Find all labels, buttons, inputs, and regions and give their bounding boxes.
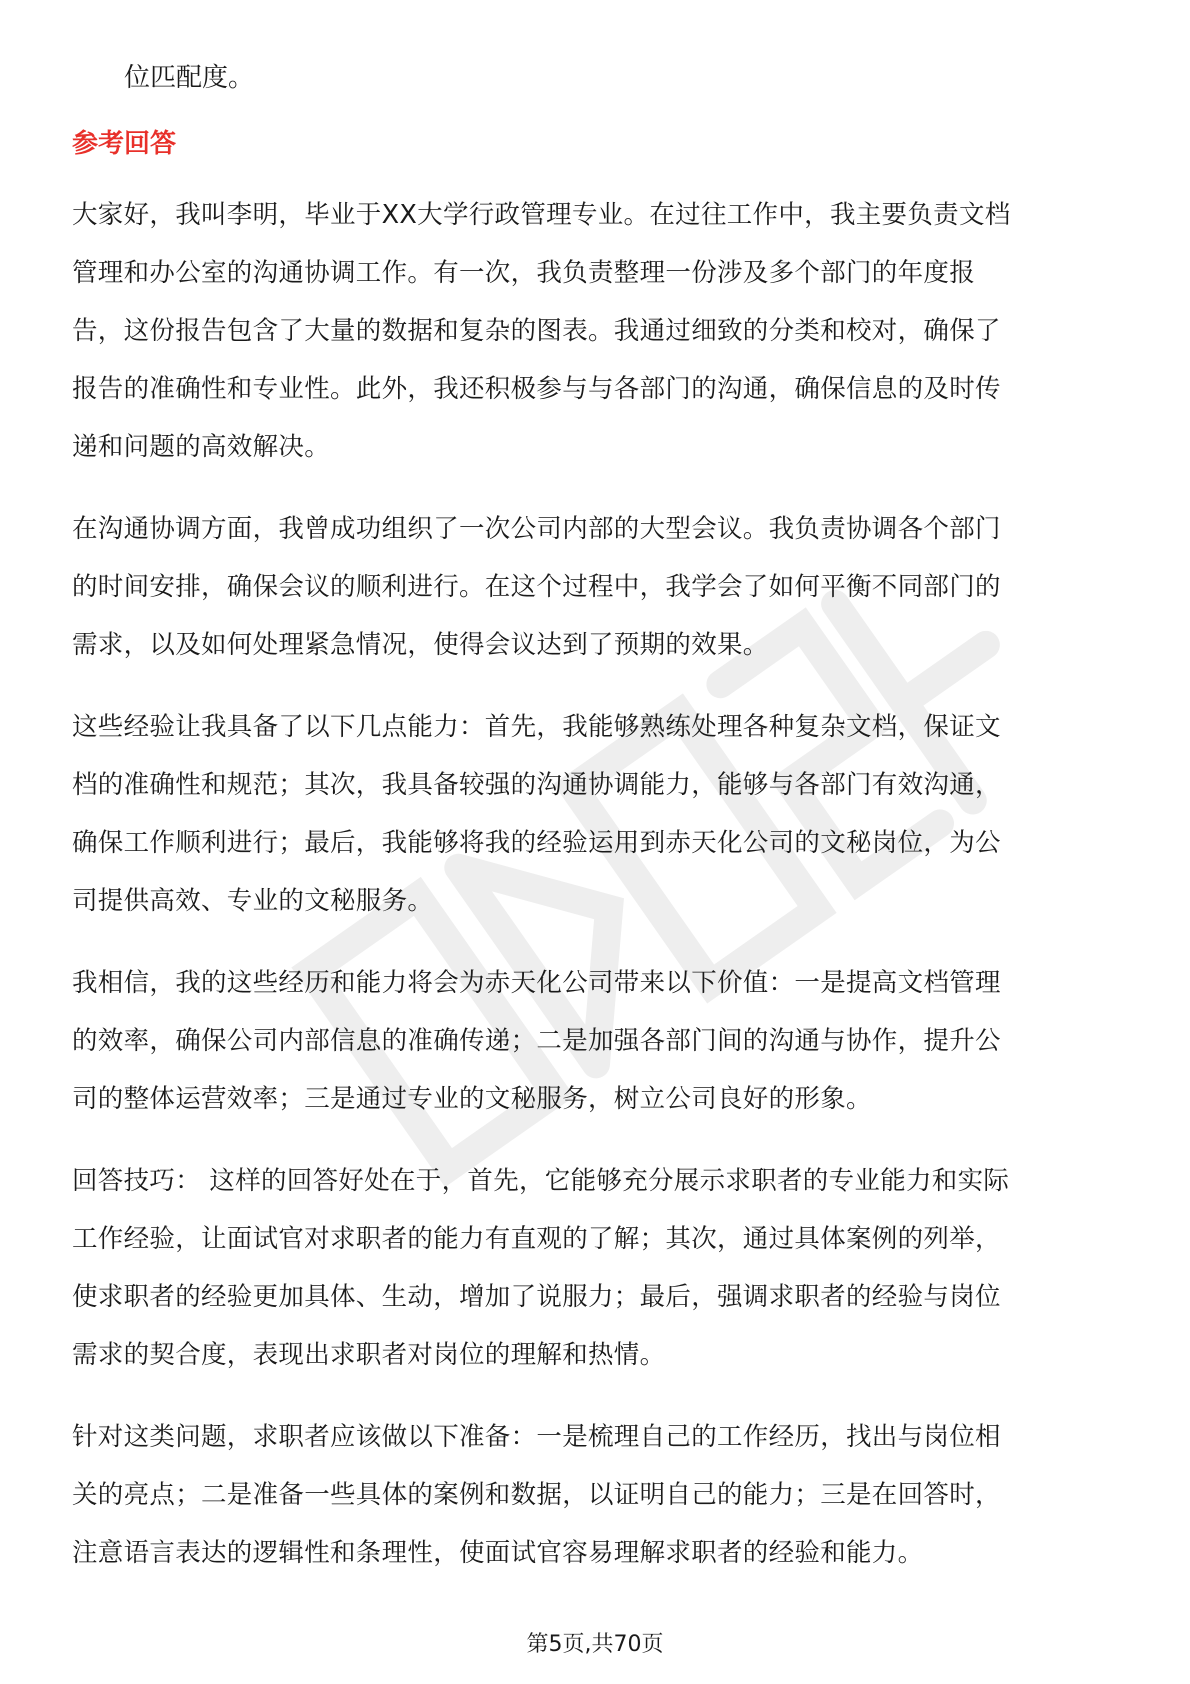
- continuation-text: 位匹配度。: [124, 63, 255, 93]
- paragraph-line: 在沟通协调方面，我曾成功组织了一次公司内部的大型会议。我负责协调各个部门: [72, 514, 1001, 544]
- paragraph-line: 管理和办公室的沟通协调工作。有一次，我负责整理一份涉及多个部门的年度报: [72, 258, 976, 288]
- paragraph-line: 递和问题的高效解决。: [72, 432, 331, 462]
- paragraph-line: 司的整体运营效率；三是通过专业的文秘服务，树立公司良好的形象。: [72, 1084, 872, 1114]
- paragraph-line: 针对这类问题，求职者应该做以下准备：一是梳理自己的工作经历，找出与岗位相: [72, 1422, 1001, 1452]
- paragraph-line: 司提供高效、专业的文秘服务。: [72, 886, 434, 916]
- paragraph-line: 的时间安排，确保会议的顺利进行。在这个过程中，我学会了如何平衡不同部门的: [72, 572, 1001, 602]
- paragraph-line: 我相信，我的这些经历和能力将会为赤天化公司带来以下价值：一是提高文档管理: [72, 968, 1001, 998]
- paragraph-line: 确保工作顺利进行；最后，我能够将我的经验运用到赤天化公司的文秘岗位，为公: [72, 828, 1001, 858]
- paragraph-line: 档的准确性和规范；其次，我具备较强的沟通协调能力，能够与各部门有效沟通，: [72, 770, 1001, 800]
- paragraph-line: 的效率，确保公司内部信息的准确传递；二是加强各部门间的沟通与协作，提升公: [72, 1026, 1001, 1056]
- page-number-footer: 第5页,共70页: [526, 1632, 664, 1657]
- paragraph-2: [72, 500, 1122, 674]
- paragraph-line: 需求的契合度，表现出求职者对岗位的理解和热情。: [72, 1340, 666, 1370]
- document-body: [72, 58, 1122, 1606]
- paragraph-line: 告，这份报告包含了大量的数据和复杂的图表。我通过细致的分类和校对，确保了: [72, 316, 1001, 346]
- paragraph-6-preparation: [72, 1408, 1122, 1582]
- paragraph-line: 需求，以及如何处理紧急情况，使得会议达到了预期的效果。: [72, 630, 769, 660]
- paragraph-4: [72, 954, 1122, 1128]
- paragraph-line: 工作经验，让面试官对求职者的能力有直观的了解；其次，通过具体案例的列举，: [72, 1224, 1001, 1254]
- paragraph-line: 使求职者的经验更加具体、生动，增加了说服力；最后，强调求职者的经验与岗位: [72, 1282, 1001, 1312]
- paragraph-3: [72, 698, 1122, 930]
- section-heading-reference-answer: 参考回答: [72, 129, 177, 159]
- paragraph-line: 关的亮点；二是准备一些具体的案例和数据，以证明自己的能力；三是在回答时，: [72, 1480, 1001, 1510]
- paragraph-line: 注意语言表达的逻辑性和条理性，使面试官容易理解求职者的经验和能力。: [72, 1538, 924, 1568]
- paragraph-line: 这些经验让我具备了以下几点能力：首先，我能够熟练处理各种复杂文档，保证文: [72, 712, 1001, 742]
- paragraph-line: 大家好，我叫李明，毕业于XX大学行政管理专业。在过往工作中，我主要负责文档: [72, 200, 1011, 230]
- paragraph-1: [72, 186, 1122, 476]
- paragraph-5-answer-tips: [72, 1152, 1122, 1384]
- paragraph-line: 回答技巧： 这样的回答好处在于，首先，它能够充分展示求职者的专业能力和实际: [72, 1166, 1010, 1196]
- paragraph-line: 报告的准确性和专业性。此外，我还积极参与与各部门的沟通，确保信息的及时传: [72, 374, 1001, 404]
